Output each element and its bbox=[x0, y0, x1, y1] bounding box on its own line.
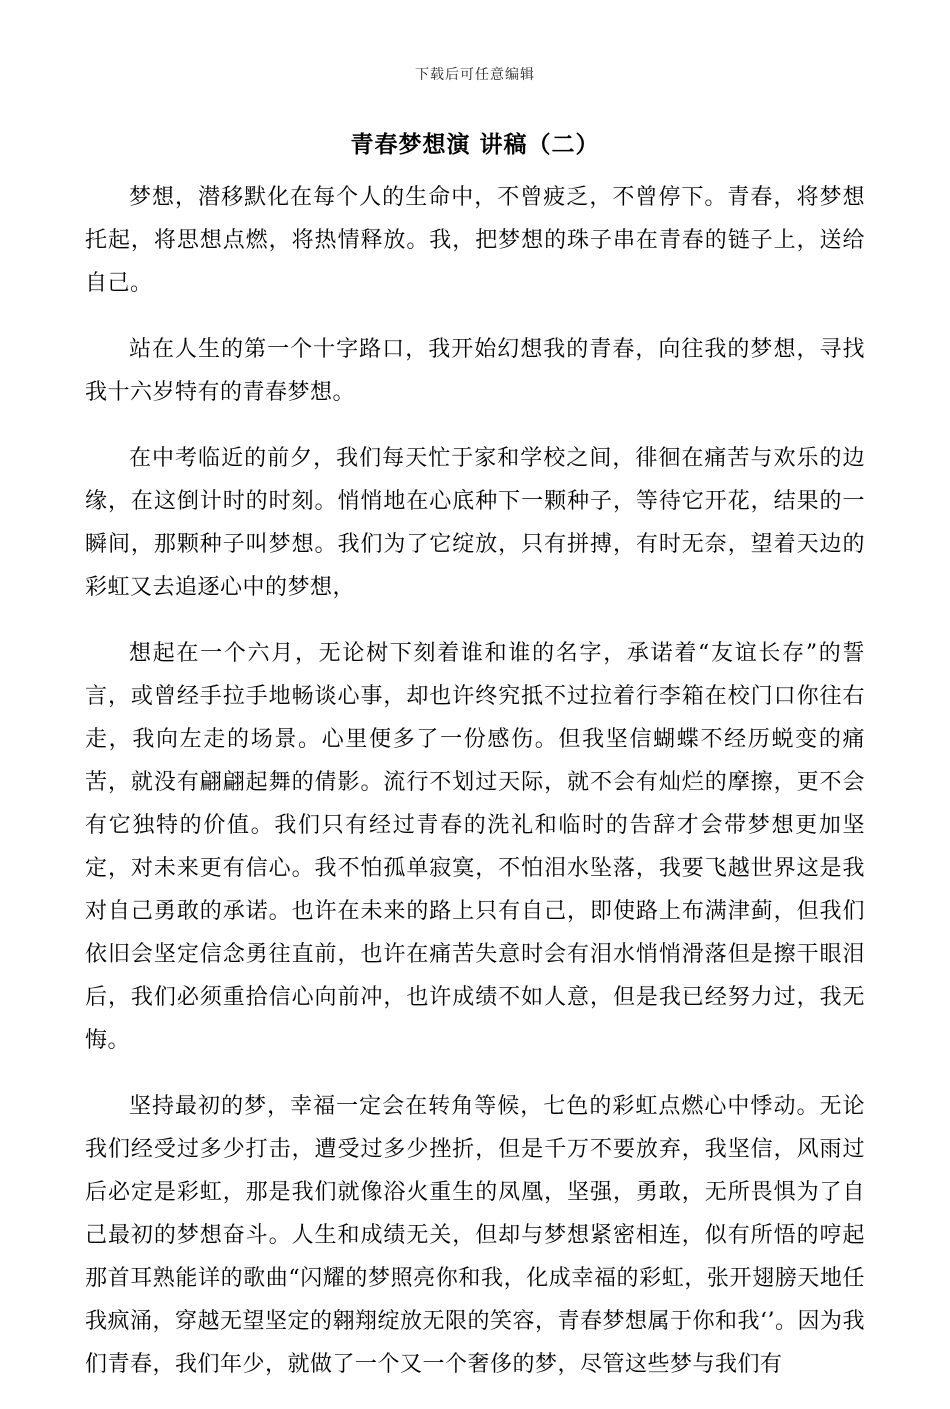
paragraph: 梦想，潜移默化在每个人的生命中，不曾疲乏，不曾停下。青春，将梦想托起，将思想点燃，将热情释放。我，把梦想的珠子串在青春的链子上，送给自己。 bbox=[85, 185, 865, 296]
document-body bbox=[85, 176, 865, 1409]
paragraph: 坚持最初的梦，幸福一定会在转角等候，七色的彩虹点燃心中悸动。无论我们经受过多少打击，遭受过多少挫折，但是千万不要放弃，我坚信，风雨过后必定是彩虹，那是我们就像浴火重生的凤凰，坚强，勇敢，无所畏惧为了自己最初的梦想奋斗。人生和成绩无关，但却与梦想紧密相连，似有所悟的哼起那首耳熟能详的歌曲“闪耀的梦照亮你和我，化成幸福的彩虹，张开翅膀天地任我疯涌，穿越无望坚定的翱翔绽放无限的笑容，青春梦想属于你和我‘’。因为我们青春，我们年少，就做了一个又一个奢侈的梦，尽管这些梦与我们有 bbox=[85, 1094, 865, 1377]
paragraph: 站在人生的第一个十字路口，我开始幻想我的青春，向往我的梦想，寻找我十六岁特有的青春梦想。 bbox=[85, 337, 865, 405]
paragraph: 在中考临近的前夕，我们每天忙于家和学校之间，徘徊在痛苦与欢乐的边缘，在这倒计时的时刻。悄悄地在心底种下一颗种子，等待它开花，结果的一瞬间，那颗种子叫梦想。我们为了它绽放，只有拼搏，有时无奈，望着天边的彩虹又去追逐心中的梦想， bbox=[85, 446, 865, 600]
document-title: 青春梦想演 讲稿（二） bbox=[350, 131, 600, 158]
header-note: 下载后可任意编辑 bbox=[415, 67, 535, 83]
paragraph: 想起在一个六月，无论树下刻着谁和谁的名字，承诺着“友谊长存”的誓言，或曾经手拉手地畅谈心事，却也许终究抵不过拉着行李箱在校门口你往右走，我向左走的场景。心里便多了一份感伤。但我坚信蝴蝶不经历蜕变的痛苦，就没有翩翩起舞的倩影。流行不划过天际，就不会有灿烂的摩擦，更不会有它独特的价值。我们只有经过青春的洗礼和临时的告辞才会带梦想更加坚定，对未来更有信心。我不怕孤单寂寞，不怕泪水坠落，我要飞越世界这是我对自己勇敢的承诺。也许在未来的路上只有自己，即使路上布满津蓟，但我们依旧会坚定信念勇往直前，也许在痛苦失意时会有泪水悄悄滑落但是擦干眼泪后，我们必须重拾信心向前冲，也许成绩不如人意，但是我已经努力过，我无悔。 bbox=[85, 641, 865, 1053]
